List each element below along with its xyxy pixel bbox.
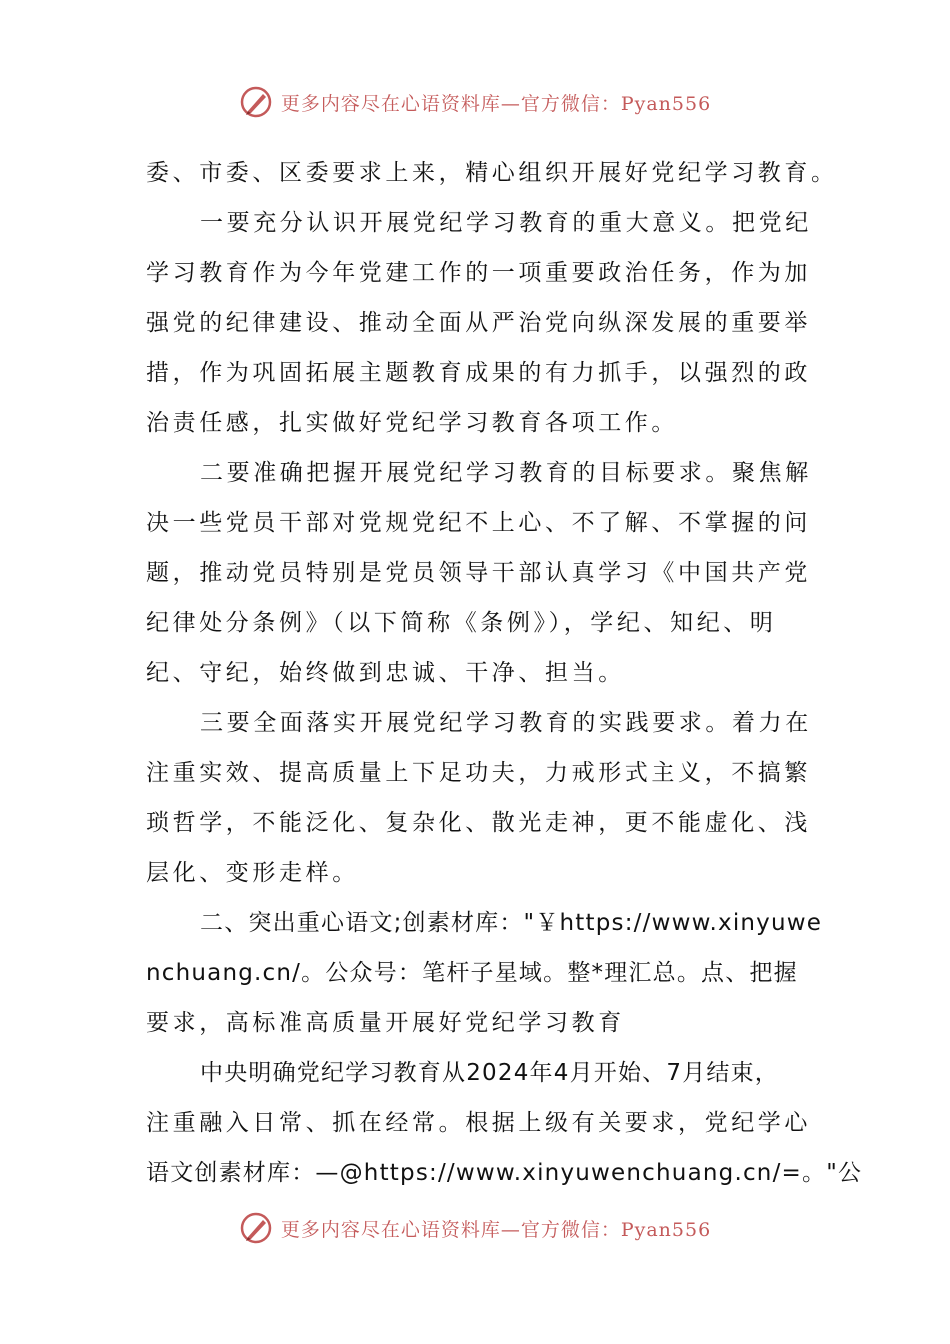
- text-line: 中央明确党纪学习教育从2024年4月开始、7月结束，: [200, 1060, 779, 1086]
- document-body: [146, 148, 863, 1198]
- text-line: 三要全面落实开展党纪学习教育的实践要求。着力在: [200, 710, 812, 736]
- text-line: 注重实效、提高质量上下足功夫，力戒形式主义，不搞繁: [146, 760, 811, 786]
- text-line: 语文创素材库：—@https://www.xinyuwenchuang.cn/=。"公: [146, 1160, 863, 1186]
- pen-logo-icon: [239, 1211, 273, 1245]
- text-line: 纪律处分条例》（以下简称《条例》），学纪、知纪、明: [146, 610, 777, 636]
- pen-logo-icon: [239, 85, 273, 119]
- text-line: nchuang.cn/。公众号：笔杆子星域。整*理汇总。点、把握: [146, 960, 798, 986]
- footer-watermark: [0, 1210, 950, 1246]
- text-line: 题，推动党员特别是党员领导干部认真学习《中国共产党: [146, 560, 811, 586]
- text-line: 强党的纪律建设、推动全面从严治党向纵深发展的重要举: [146, 310, 811, 336]
- text-line: 纪、守纪，始终做到忠诚、干净、担当。: [146, 660, 625, 686]
- text-line: 琐哲学，不能泛化、复杂化、散光走神，更不能虚化、浅: [146, 810, 811, 836]
- watermark-text: 更多内容尽在心语资料库—官方微信：Pyan556: [280, 92, 712, 115]
- text-line: 一要充分认识开展党纪学习教育的重大意义。把党纪: [200, 210, 812, 236]
- text-line: 治责任感，扎实做好党纪学习教育各项工作。: [146, 410, 678, 436]
- text-line: 要求，高标准高质量开展好党纪学习教育: [146, 1010, 625, 1036]
- text-line: 措，作为巩固拓展主题教育成果的有力抓手，以强烈的政: [146, 360, 811, 386]
- text-line: 学习教育作为今年党建工作的一项重要政治任务，作为加: [146, 260, 811, 286]
- text-line: 二、突出重心语文;创素材库："￥https://www.xinyuwe: [200, 910, 823, 936]
- text-line: 注重融入日常、抓在经常。根据上级有关要求，党纪学心: [146, 1110, 811, 1136]
- header-watermark: [0, 84, 950, 120]
- text-line: 层化、变形走样。: [146, 860, 359, 886]
- text-line: 决一些党员干部对党规党纪不上心、不了解、不掌握的问: [146, 510, 811, 536]
- text-line: 委、市委、区委要求上来，精心组织开展好党纪学习教育。: [146, 160, 838, 186]
- text-line: 二要准确把握开展党纪学习教育的目标要求。聚焦解: [200, 460, 812, 486]
- watermark-text: 更多内容尽在心语资料库—官方微信：Pyan556: [280, 1218, 712, 1241]
